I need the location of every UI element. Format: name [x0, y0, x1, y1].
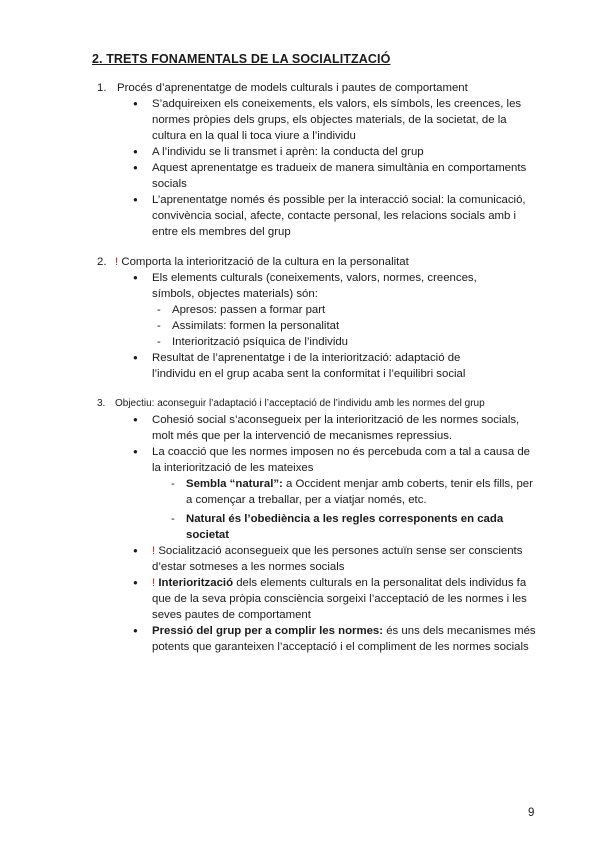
- bullet-item: ● L’aprenentatge només és possible per la interacció social: la comunicació, convivència social, afecte, contacte personal, les relacions socials amb i entre els membres del grup: [152, 192, 532, 240]
- bullet-text: Socialització aconsegueix que les persones actuïn sense ser conscients d’estar sotmeses a les normes socials: [152, 545, 523, 573]
- bullet-text: és uns dels mecanismes més potents que garanteixen l’acceptació i el compliment de les normes socials: [152, 625, 536, 653]
- section-3-title-row: [97, 396, 547, 412]
- bullet-item: ● Resultat de l’aprenentatge i de la interiorització: adaptació de l’individu en el grup acaba sent la conformitat i l’equilibri social: [152, 350, 502, 382]
- bullet-item: [152, 623, 537, 655]
- bullet-item: ● A l’individu se li transmet i aprèn: la conducta del grup: [152, 144, 532, 160]
- section-1-title-row: [97, 80, 537, 96]
- section-3-title: Objectiu: aconseguir l’adaptació i l’acceptació de l’individu amb les normes del grup: [115, 398, 485, 409]
- dash-item: - Assimilats: formen la personalitat: [172, 318, 502, 334]
- bullet-text: dels elements culturals en la personalitat dels individus fa que de la seva pròpia consciència sorgeixi l’acceptació de les normes i les seves pautes de comportament: [152, 577, 527, 621]
- dash-bold-text: Natural és l’obediència a les regles corresponents en cada societat: [186, 513, 504, 541]
- dash-bold-text: Sembla “natural”:: [186, 478, 283, 490]
- section-3-bullets: [152, 412, 537, 655]
- section-1: [97, 80, 537, 240]
- important-mark: !: [152, 577, 156, 589]
- important-mark: !: [152, 545, 156, 557]
- page-number: 9: [528, 807, 535, 819]
- section-2-title: Comporta la interiorització de la cultura en la personalitat: [121, 256, 409, 268]
- section-2-title-row: [97, 254, 537, 270]
- bullet-item: [152, 270, 502, 350]
- bullet-text: Els elements culturals (coneixements, valors, normes, creences, símbols, objectes materials) són:: [152, 272, 477, 300]
- section-heading: 2. TRETS FONAMENTALS DE LA SOCIALITZACIÓ: [92, 52, 391, 66]
- section-2-number: 2.: [97, 256, 107, 268]
- section-1-bullets: [152, 96, 532, 240]
- dash-item: - Interiorització psíquica de l’individu: [172, 334, 502, 350]
- bullet-item: ● Aquest aprenentatge es tradueix de manera simultània en comportaments socials: [152, 160, 532, 192]
- bullet-item: [152, 543, 537, 575]
- bullet-item: [152, 444, 537, 543]
- section-1-number: 1.: [97, 82, 107, 94]
- dash-item: - Apresos: passen a formar part: [172, 302, 502, 318]
- bullet-bold-text: Interiorització: [158, 577, 234, 589]
- bullet-item: [152, 575, 537, 623]
- dash-item: [186, 476, 537, 508]
- section-1-title: Procés d’aprenentatge de models culturals i pautes de comportament: [117, 82, 468, 94]
- section-3-number: 3.: [97, 398, 106, 409]
- important-mark: !: [115, 256, 119, 268]
- dash-text: a Occident menjar amb coberts, tenir els fills, per a començar a treballar, per a viatjar només, etc.: [186, 478, 533, 506]
- dash-item: [186, 511, 537, 543]
- section-2-bullets: [152, 270, 502, 382]
- bullet-text: La coacció que les normes imposen no és percebuda com a tal a causa de la interiorització de les mateixes: [152, 446, 531, 474]
- bullet-bold-text: Pressió del grup per a complir les normes:: [152, 625, 384, 637]
- bullet-item: ● Cohesió social s’aconsegueix per la interiorització de les normes socials, molt més que per la intervenció de mecanismes repressius.: [152, 412, 537, 444]
- dash-list: [172, 302, 502, 350]
- dash-list: [186, 476, 537, 543]
- section-3: [97, 396, 547, 655]
- bullet-item: ● S’adquireixen els coneixements, els valors, els símbols, les creences, les normes pròpies dels grups, els objectes materials, de la societat, de la cultura en la qual li toca viure a l’individu: [152, 96, 532, 144]
- section-2-title-wrap: [115, 254, 409, 270]
- section-2: [97, 254, 537, 382]
